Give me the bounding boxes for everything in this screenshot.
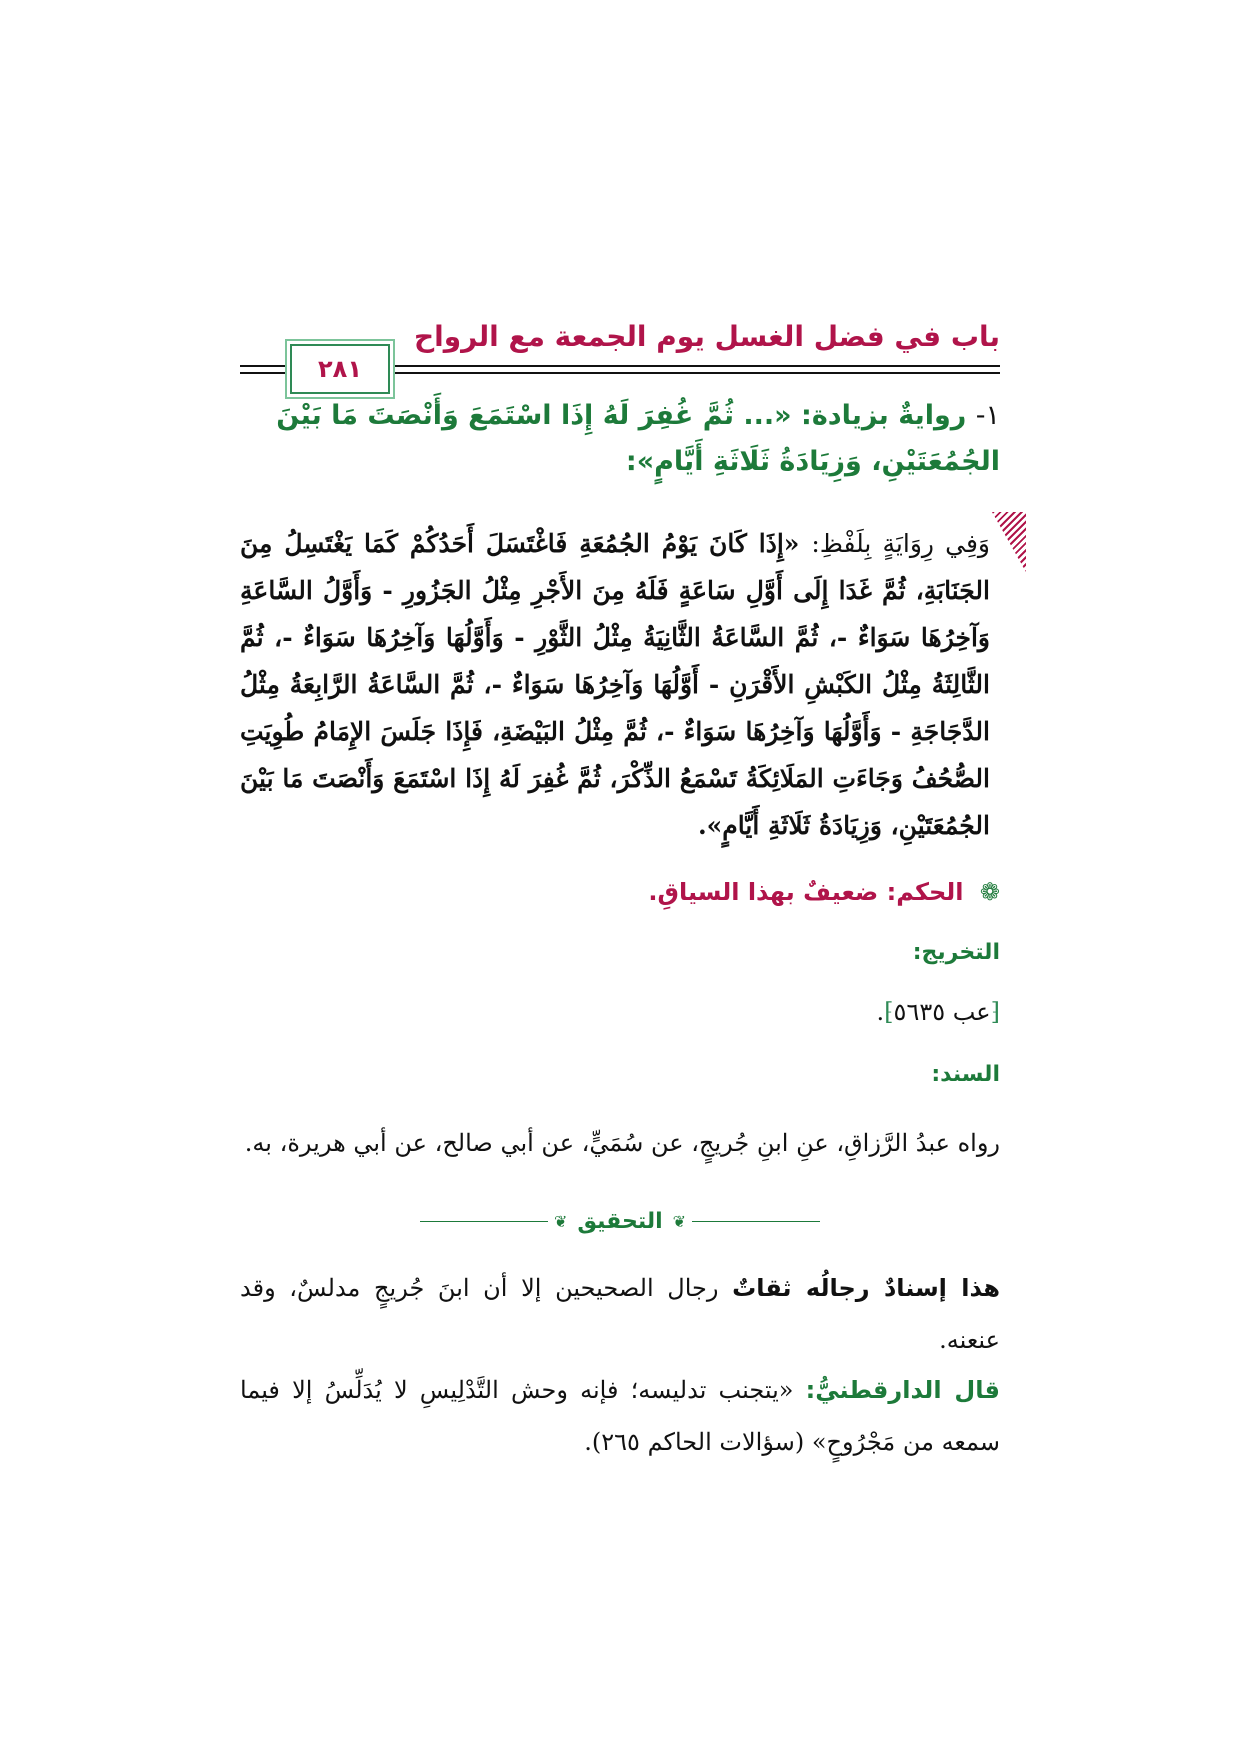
tahqiq-paragraph: [240, 1262, 1000, 1366]
page-number-frame: [290, 344, 390, 394]
page-number: ٢٨١: [318, 355, 362, 383]
reference-bracket-close: ⁆: [884, 998, 894, 1026]
takhrij-reference: عب ٥٦٣٥: [893, 998, 991, 1026]
corner-ornament: [992, 512, 1026, 572]
item-number: ١-: [975, 400, 1000, 431]
section-divider: [420, 1206, 820, 1236]
divider-line: [692, 1221, 820, 1222]
narration-text: [240, 520, 990, 849]
reference-end: .: [876, 998, 885, 1026]
tahqiq-bold-lead: هذا إسنادٌ رجالُه ثقاتٌ: [732, 1274, 1000, 1302]
narration-intro: وَفِي رِوَايَةٍ بِلَفْظِ:: [811, 529, 990, 558]
reference-bracket-open: ⁅: [990, 998, 1000, 1026]
ruling-line: [240, 878, 1000, 906]
item-heading-text: روايةٌ بزيادة: «... ثُمَّ غُفِرَ لَهُ إِذَا اسْتَمَعَ وَأَنْصَتَ مَا بَيْنَ الجُمُعَتَيْنِ، وَزِيَادَةُ ثَلَاثَةِ أَيَّامٍ»:: [276, 400, 1000, 477]
sanad-label: السند:: [931, 1062, 1000, 1087]
takhrij-reference-line: [240, 998, 1000, 1026]
section-title: التحقيق: [577, 1208, 663, 1234]
narration-hadith: «إِذَا كَانَ يَوْمُ الجُمُعَةِ فَاغْتَسَلَ أَحَدُكُمْ كَمَا يَغْتَسِلُ مِنَ الجَنَابَةِ، ثُمَّ غَدَا إِلَى أَوَّلِ سَاعَةٍ فَلَهُ مِنَ الأَجْرِ مِثْلُ الجَزُورِ - وَأَوَّلُ السَّاعَةِ وَآخِرُهَا سَوَاءٌ -، ثُمَّ السَّاعَةُ الثَّانِيَةُ مِثْلُ الثَّوْرِ - وَأَوَّلُهَا وَآخِرُهَا سَوَاءٌ -، ثُمَّ الثَّالِثَةُ مِثْلُ الكَبْشِ الأَقْرَنِ - أَوَّلُهَا وَآخِرُهَا سَوَاءٌ -، ثُمَّ السَّاعَةُ الرَّابِعَةُ مِثْلُ الدَّجَاجَةِ - وَأَوَّلُهَا وَآخِرُهَا سَوَاءٌ -، ثُمَّ مِثْلُ البَيْضَةِ، فَإِذَا جَلَسَ الإِمَامُ طُوِيَتِ الصُّحُفُ وَجَاءَتِ المَلَائِكَةُ تَسْمَعُ الذِّكْرَ، ثُمَّ غُفِرَ لَهُ إِذَا اسْتَمَعَ وَأَنْصَتَ مَا بَيْنَ الجُمُعَتَيْنِ، وَزِيَادَةُ ثَلَاثَةِ أَيَّامٍ».: [240, 529, 990, 840]
takhrij-label: التخريج:: [912, 940, 1000, 965]
divider-ornament-icon: ❦: [553, 1211, 568, 1231]
item-heading: [240, 393, 1000, 485]
running-title: باب في فضل الغسل يوم الجمعة مع الرواح: [414, 320, 1000, 353]
divider-line: [420, 1221, 548, 1222]
divider-ornament-icon: ❦: [672, 1211, 687, 1231]
flower-ornament-icon: ❁: [979, 878, 1000, 906]
quote-paragraph: [240, 1364, 1000, 1468]
quote-label: قال الدارقطنيُّ:: [805, 1376, 1000, 1404]
ruling-value: ضعيفٌ بهذا السياقِ.: [648, 878, 879, 906]
narration-block: [240, 520, 1012, 847]
quote-text: «يتجنب تدليسه؛ فإنه وحش التَّدْلِيسِ لا يُدَلِّسُ إلا فيما سمعه من مَجْرُوحٍ» (سؤالات الحاكم ٢٦٥).: [240, 1376, 1000, 1456]
tahqiq-rest: رجال الصحيحين إلا أن ابنَ جُريجٍ مدلسٌ، وقد عنعنه.: [240, 1274, 1000, 1354]
ruling-label: الحكم:: [886, 878, 964, 906]
sanad-text: رواه عبدُ الرَّزاقِ، عنِ ابنِ جُريجٍ، عن سُمَيٍّ، عن أبي صالح، عن أبي هريرة، به.: [244, 1129, 1000, 1157]
